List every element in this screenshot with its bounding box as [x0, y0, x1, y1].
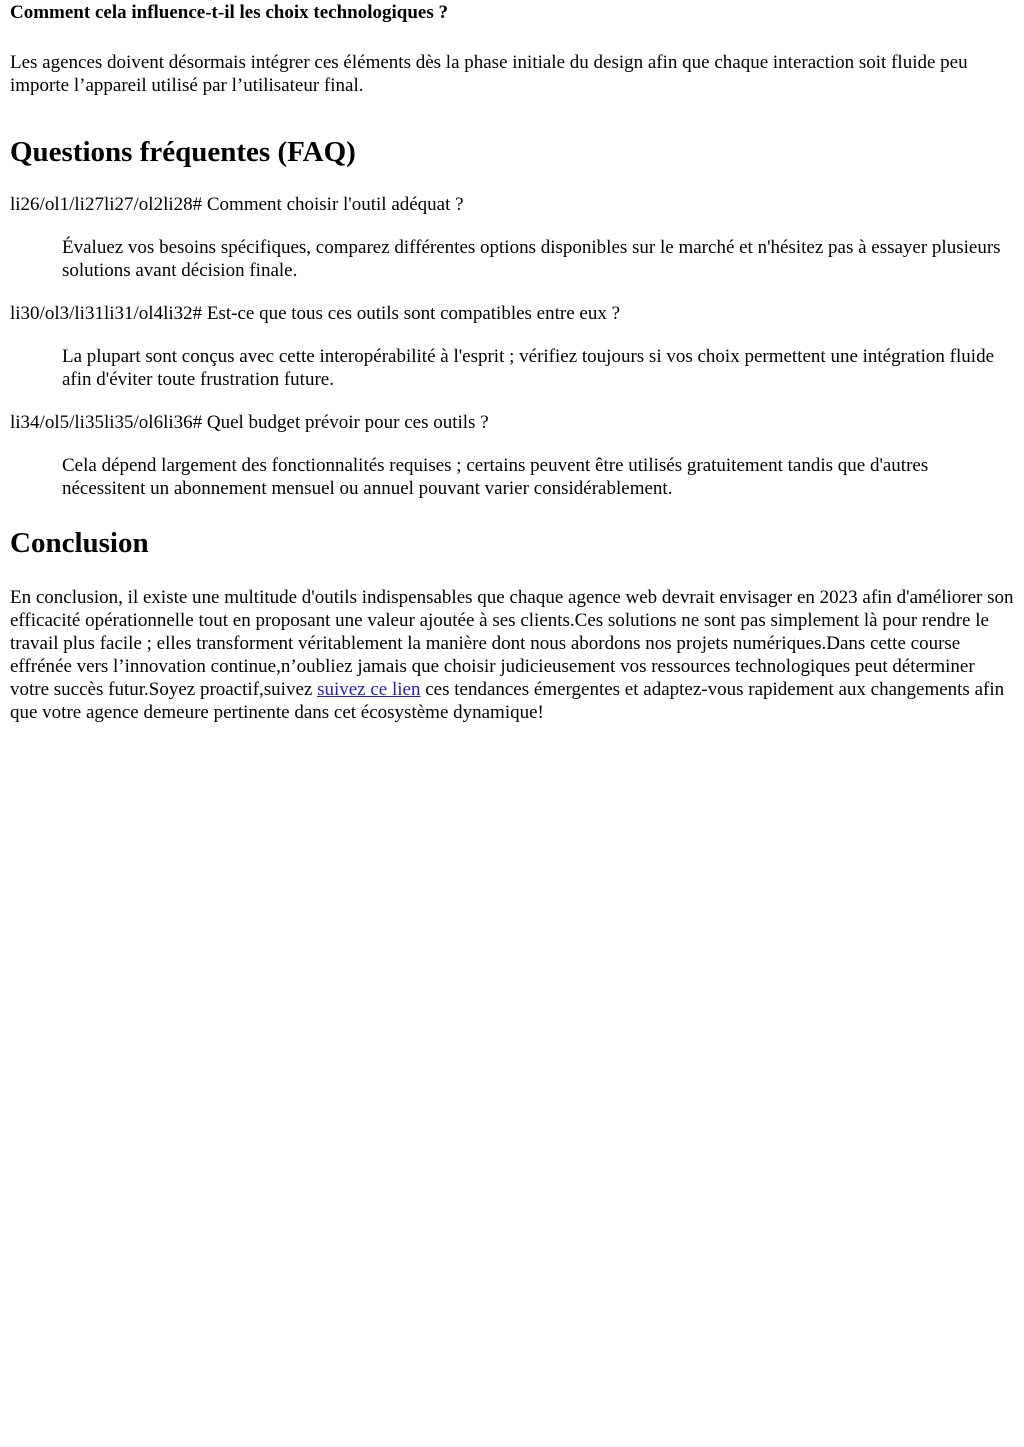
conclusion-link[interactable]: suivez ce lien	[317, 679, 421, 700]
section-paragraph: Les agences doivent désormais intégrer ces éléments dès la phase initiale du design afin que chaque interaction soit fluide peu importe l’appareil utilisé par l’utilisateur final.	[10, 52, 968, 96]
faq-answer: Cela dépend largement des fonctionnalités requises ; certains peuvent être utilisés gratuitement tandis que d'autres nécessitent un abonnement mensuel ou annuel pouvant varier considérablement.	[62, 455, 929, 499]
faq-question: li34/ol5/li35li35/ol6li36# Quel budget prévoir pour ces outils ?	[10, 412, 489, 433]
faq-answer: La plupart sont conçus avec cette interopérabilité à l'esprit ; vérifiez toujours si vos choix permettent une intégration fluide afin d'éviter toute frustration future.	[62, 346, 995, 390]
faq-list	[10, 193, 1014, 500]
faq-question: li30/ol3/li31li31/ol4li32# Est-ce que tous ces outils sont compatibles entre eux ?	[10, 303, 621, 324]
faq-question: li26/ol1/li27li27/ol2li28# Comment choisir l'outil adéquat ?	[10, 194, 464, 215]
faq-title: Questions fréquentes (FAQ)	[10, 136, 356, 168]
conclusion-text-start: En conclusion, il existe une multitude d'outils indispensables que chaque agence web devrait envisager en 2023 afin d'améliorer son efficacité opérationnelle tout en proposant une valeur ajoutée à ses clients.Ces solutions ne sont pas simplement là pour rendre le travail plus facile ; elles transforment véritablement la manière dont nous abordons nos projets numériques.Dans cette course effrénée vers l’innovation continue,n’oubliez jamais que choisir judicieusement vos ressources technologiques peut déterminer votre succès futur.Soyez proactif,suivez	[10, 587, 1014, 700]
article-page	[0, 1, 1024, 724]
conclusion-title: Conclusion	[10, 527, 149, 559]
conclusion-text-end: ces tendances émergentes et adaptez-vous rapidement aux changements afin que votre agence demeure pertinente dans cet écosystème dynamique!	[10, 679, 1005, 723]
conclusion-paragraph	[10, 586, 1014, 724]
section-subheading: Comment cela influence-t-il les choix technologiques ?	[10, 2, 449, 23]
faq-answer: Évaluez vos besoins spécifiques, comparez différentes options disponibles sur le marché et n'hésitez pas à essayer plusieurs solutions avant décision finale.	[62, 237, 1001, 281]
